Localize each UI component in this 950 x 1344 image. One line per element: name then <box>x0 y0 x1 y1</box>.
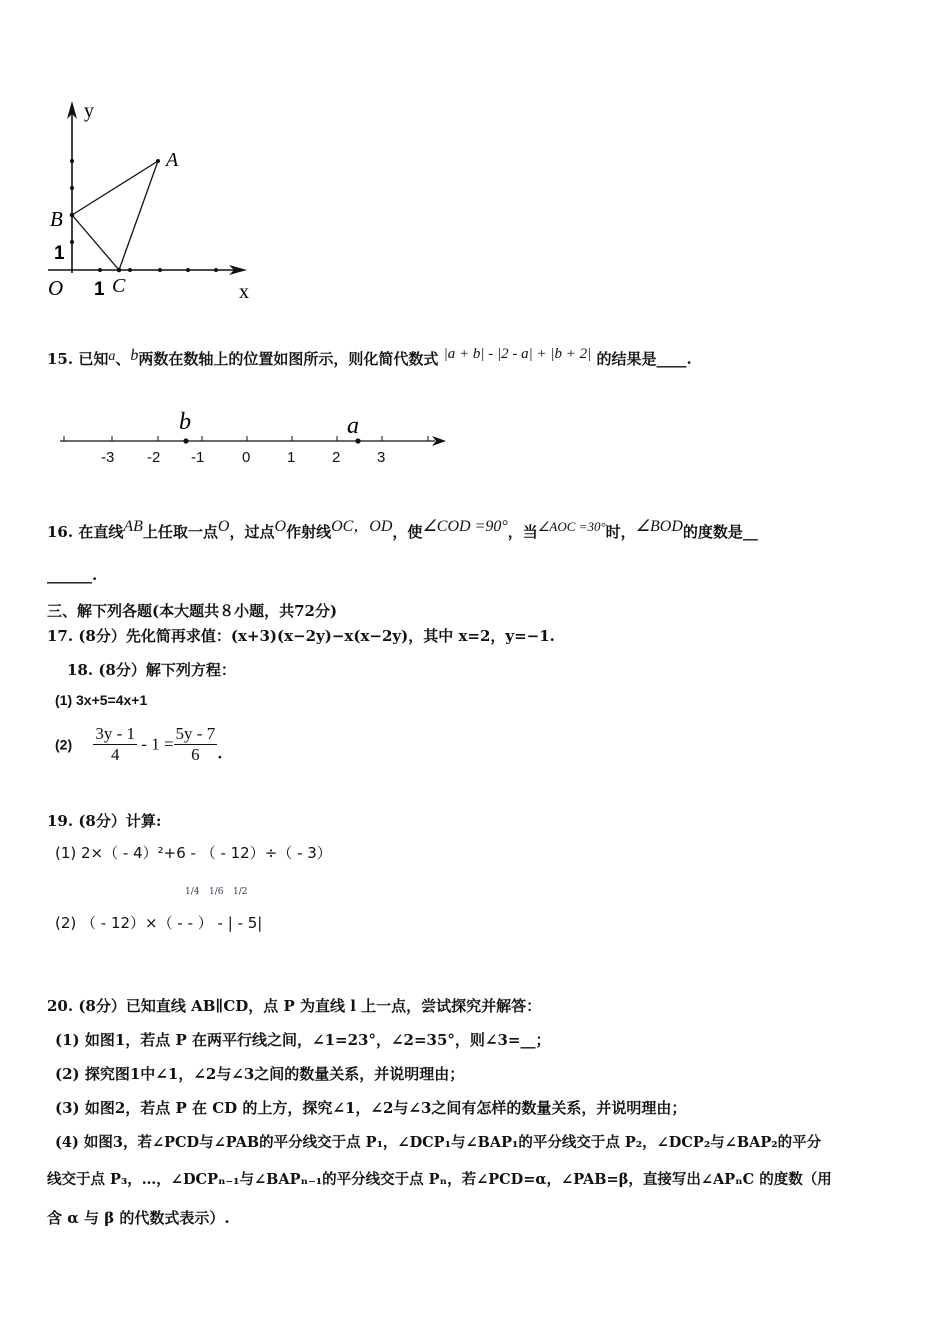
q19-small-fraction-a: 1/4 <box>185 887 200 897</box>
q19-small-fraction-b: 1/6 <box>209 887 224 897</box>
q18-f2-denominator: 6 <box>191 745 200 764</box>
q18-fraction-1 <box>93 724 137 765</box>
point-a-dot <box>355 438 360 443</box>
tick-label: -2 <box>147 449 161 466</box>
tick-label: -3 <box>101 449 115 466</box>
x-one-label: 1 <box>94 279 105 300</box>
question-20-line-5: (4) 如图3，若∠PCD与∠PAB的平分线交于点 P₁，∠DCP₁与∠BAP₁的平分线交于点 P₂，∠DCP₂与∠BAP₂的平分 <box>55 1134 822 1151</box>
segment-bc <box>72 215 119 270</box>
q18-fraction-2 <box>174 724 218 765</box>
point-c-label: C <box>112 275 126 297</box>
q16-o1: O <box>217 518 230 535</box>
question-18-title: 18. (8分）解下列方程： <box>67 661 236 679</box>
question-20-line-2: (1) 如图1，若点 P 在两平行线之间，∠1=23°，∠2=35°，则∠3=__； <box>55 1031 551 1049</box>
question-19-title: 19. (8分）计算: <box>47 812 162 830</box>
q16-text-8: 的度数是__ <box>682 523 758 541</box>
origin-label: O <box>48 276 64 300</box>
q15-var-b: b <box>130 347 139 364</box>
question-20-line-4: (3) 如图2，若点 P 在 CD 的上方，探究∠1，∠2与∠3之间有怎样的数量关系，并说明理由； <box>55 1099 687 1117</box>
q19-small-fraction-c: 1/2 <box>233 887 248 897</box>
tick-label: 0 <box>242 449 251 466</box>
q15-text-3: 的结果是____. <box>596 350 692 368</box>
question-20-line-3: (2) 探究图1中∠1，∠2与∠3之间的数量关系，并说明理由； <box>55 1065 465 1083</box>
point-b-dot <box>183 438 188 443</box>
point-b-label: B <box>50 207 63 231</box>
a-label: a <box>347 413 359 439</box>
q18-f1-denominator: 4 <box>110 745 120 764</box>
segment-ac <box>119 161 158 270</box>
question-15 <box>47 346 692 369</box>
segment-ab <box>72 161 158 215</box>
b-label: b <box>179 409 191 435</box>
q16-text-7: 时， <box>605 523 636 541</box>
question-19-part-1: (1) 2×（ - 4）²+6 - （ - 12）÷（ - 3） <box>55 844 332 862</box>
question-17: 17. (8分）先化简再求值：(x+3)(x−2y)−x(x−2y)，其中 x=2，y=−1. <box>47 627 555 645</box>
question-16 <box>47 513 758 542</box>
tick-label: -1 <box>191 449 205 466</box>
question-18-part-1: (1) 3x+5=4x+1 <box>55 692 148 708</box>
q16-text-2: 上任取一点 <box>142 523 218 541</box>
point-a-label: A <box>166 149 179 171</box>
q15-sep: 、 <box>115 350 131 368</box>
question-19-part-2: (2) （ - 12）×（ - - ） - | - 5| <box>55 914 263 932</box>
q15-number: 15. <box>47 350 74 368</box>
question-18-part-2 <box>55 724 222 765</box>
q16-rays: OC，OD <box>331 518 393 535</box>
coordinate-figure <box>40 95 270 310</box>
q16-text-3: ，过点 <box>229 523 275 541</box>
section-3-title: 三、解下列各题(本大题共８小题，共72分) <box>47 602 338 620</box>
q18-p2-label: (2) <box>55 736 73 753</box>
number-line-figure <box>50 405 460 470</box>
q16-ab: AB <box>123 518 143 535</box>
q15-text-2: 两数在数轴上的位置如图所示，则化简代数式 <box>138 350 439 368</box>
q16-text-1: 在直线 <box>78 523 124 541</box>
q15-var-a: a <box>108 349 116 364</box>
q16-aoc: ∠AOC =30° <box>537 519 606 534</box>
q16-text-6: ，当 <box>507 523 538 541</box>
question-20-line-1: 20. (8分）已知直线 AB∥CD，点 P 为直线 l 上一点，尝试探究并解答： <box>47 997 542 1015</box>
q16-blank: ______. <box>47 566 98 584</box>
tick-label: 2 <box>332 449 341 466</box>
tick-label: 1 <box>287 449 296 466</box>
y-label: y <box>84 100 94 122</box>
question-20-line-6: 线交于点 P₃，…，∠DCPₙ₋₁与∠BAPₙ₋₁的平分线交于点 Pₙ，若∠PCD=α，∠PAB=β，直接写出∠APₙC 的度数（用 <box>47 1171 832 1188</box>
q16-text-5: ，使 <box>392 523 423 541</box>
q18-mid: - 1 = <box>137 734 174 754</box>
q16-o2: O <box>274 518 287 535</box>
q18-f2-numerator: 5y - 7 <box>175 724 216 743</box>
q18-f1-numerator: 3y - 1 <box>95 724 136 743</box>
q16-text-4: 作射线 <box>286 523 332 541</box>
q15-expression: |a + b| - |2 - a| + |b + 2| <box>443 346 592 362</box>
q15-text-1: 已知 <box>78 350 109 368</box>
tick-label: 3 <box>377 449 386 466</box>
question-20-line-7: 含 α 与 β 的代数式表示）. <box>47 1209 230 1227</box>
x-label: x <box>239 281 249 303</box>
q18-end: . <box>217 744 223 763</box>
q16-bod: ∠BOD <box>635 518 683 535</box>
q16-cod: ∠COD =90° <box>422 518 508 535</box>
q16-number: 16. <box>47 523 74 541</box>
y-one-label: 1 <box>54 243 65 264</box>
